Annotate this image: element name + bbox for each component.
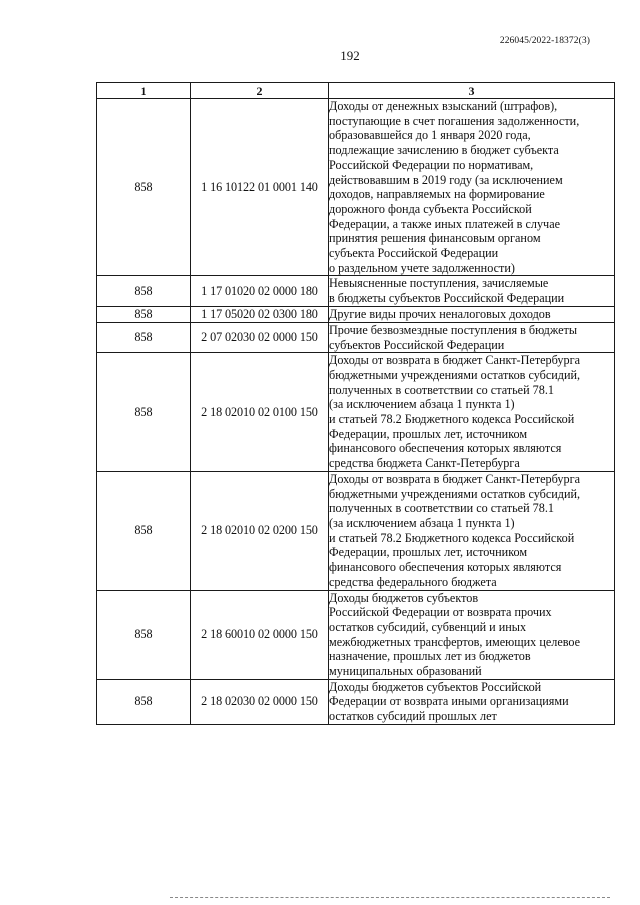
revenue-name-cell: [329, 353, 615, 472]
admin-code-cell: 858: [97, 679, 191, 724]
table-row: [97, 306, 615, 322]
revenue-name-line: Федерации от возврата иными организациями: [329, 694, 569, 709]
revenue-name-line: дорожного фонда субъекта Российской: [329, 201, 532, 216]
revenue-name-line: (за исключением абзаца 1 пункта 1): [329, 397, 515, 412]
table-row: [97, 353, 615, 472]
revenue-name-line: бюджетными учреждениями остатков субсидий,: [329, 367, 581, 382]
column-header-1: 1: [97, 83, 191, 99]
budget-code-cell: 2 18 02010 02 0200 150: [191, 471, 329, 590]
revenue-name-line: назначение, прошлых лет из бюджетов: [329, 649, 531, 664]
admin-code-cell: 858: [97, 99, 191, 276]
revenue-name-line: остатков субсидий прошлых лет: [329, 709, 497, 724]
revenue-name-line: образовавшейся до 1 января 2020 года,: [329, 128, 531, 143]
revenue-name-line: Российской Федерации от возврата прочих: [329, 605, 552, 620]
revenue-name-line: Другие виды прочих неналоговых доходов: [329, 306, 551, 321]
revenue-name-line: (за исключением абзаца 1 пункта 1): [329, 515, 515, 530]
revenue-name-cell: [329, 276, 615, 306]
page-number: 192: [340, 48, 360, 63]
budget-code-cell: 2 18 60010 02 0000 150: [191, 590, 329, 679]
table-row: [97, 590, 615, 679]
revenue-name-line: подлежащие зачислению в бюджет субъекта: [329, 143, 559, 158]
column-header-3: 3: [329, 83, 615, 99]
revenue-name-cell: [329, 590, 615, 679]
column-header-2: 2: [191, 83, 329, 99]
budget-code-cell: 2 18 02030 02 0000 150: [191, 679, 329, 724]
revenue-name-line: средства федерального бюджета: [329, 574, 497, 589]
revenue-name-line: финансового обеспечения которых являются: [329, 560, 562, 575]
revenue-name-cell: [329, 679, 615, 724]
revenue-name-line: бюджетными учреждениями остатков субсидий,: [329, 486, 581, 501]
budget-code-cell: 1 17 01020 02 0000 180: [191, 276, 329, 306]
revenue-name-line: Российской Федерации по нормативам,: [329, 157, 534, 172]
admin-code-cell: 858: [97, 276, 191, 306]
revenue-name-cell: [329, 471, 615, 590]
revenue-name-line: субъекта Российской Федерации: [329, 246, 499, 261]
admin-code-cell: 858: [97, 322, 191, 352]
table-body: [97, 99, 615, 725]
revenue-name-line: действовавшим в 2019 году (за исключением: [329, 172, 563, 187]
revenue-name-line: средства бюджета Санкт-Петербурга: [329, 456, 520, 471]
revenue-name-line: остатков субсидий, субвенций и иных: [329, 619, 527, 634]
revenue-name-line: и статьей 78.2 Бюджетного кодекса Российской: [329, 530, 575, 545]
revenue-name-cell: [329, 99, 615, 276]
revenue-name-line: Прочие безвозмездные поступления в бюджеты: [329, 322, 578, 337]
admin-code-cell: 858: [97, 471, 191, 590]
table-row: [97, 322, 615, 352]
revenue-name-line: Федерации, прошлых лет, источником: [329, 545, 528, 560]
revenue-name-line: полученных в соответствии со статьей 78.1: [329, 501, 554, 516]
budget-code-cell: 2 18 02010 02 0100 150: [191, 353, 329, 472]
revenue-name-line: Доходы от возврата в бюджет Санкт-Петербурга: [329, 353, 580, 368]
revenue-name-line: поступающие в счет погашения задолженности,: [329, 113, 580, 128]
revenue-name-line: в бюджеты субъектов Российской Федерации: [329, 291, 565, 306]
revenue-name-line: Доходы от возврата в бюджет Санкт-Петербурга: [329, 471, 580, 486]
budget-code-cell: 1 17 05020 02 0300 180: [191, 306, 329, 322]
revenue-name-line: Невыясненные поступления, зачисляемые: [329, 276, 549, 291]
revenue-name-line: Федерации, а также иных платежей в случае: [329, 216, 561, 231]
revenue-name-line: полученных в соответствии со статьей 78.1: [329, 382, 554, 397]
revenue-name-line: и статьей 78.2 Бюджетного кодекса Российской: [329, 412, 575, 427]
page-bottom-rule: [170, 897, 610, 898]
budget-code-cell: 1 16 10122 01 0001 140: [191, 99, 329, 276]
revenue-name-line: Доходы бюджетов субъектов Российской: [329, 679, 542, 694]
revenue-table: [96, 82, 615, 725]
revenue-name-line: о раздельном учете задолженности): [329, 260, 515, 275]
table-row: [97, 276, 615, 306]
revenue-name-line: финансового обеспечения которых являются: [329, 441, 562, 456]
revenue-name-line: Доходы бюджетов субъектов: [329, 590, 479, 605]
revenue-name-line: муниципальных образований: [329, 664, 482, 679]
revenue-name-line: Федерации, прошлых лет, источником: [329, 426, 528, 441]
table-header-row: [97, 83, 615, 99]
revenue-name-line: доходов, направляемых на формирование: [329, 187, 545, 202]
revenue-name-line: принятия решения финансовым органом: [329, 231, 541, 246]
revenue-name-cell: [329, 322, 615, 352]
revenue-name-line: межбюджетных трансфертов, имеющих целевое: [329, 634, 581, 649]
document-id: 226045/2022-18372(3): [499, 36, 590, 46]
table-row: [97, 99, 615, 276]
budget-code-cell: 2 07 02030 02 0000 150: [191, 322, 329, 352]
admin-code-cell: 858: [97, 353, 191, 472]
admin-code-cell: 858: [97, 306, 191, 322]
admin-code-cell: 858: [97, 590, 191, 679]
table-row: [97, 679, 615, 724]
revenue-name-cell: [329, 306, 615, 322]
revenue-name-line: субъектов Российской Федерации: [329, 337, 505, 352]
revenue-name-line: Доходы от денежных взысканий (штрафов),: [329, 99, 558, 113]
table-row: [97, 471, 615, 590]
